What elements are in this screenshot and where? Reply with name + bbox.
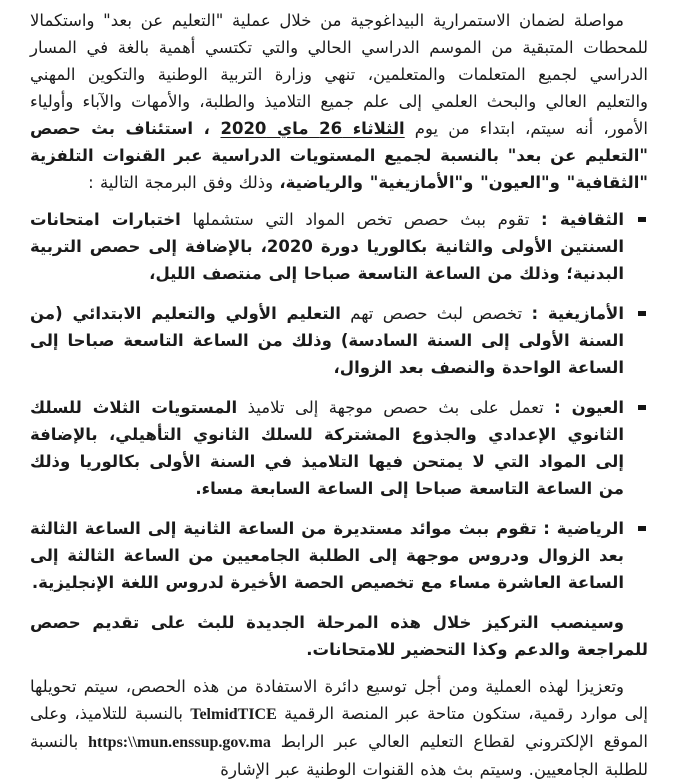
bullet-title: الأمازيغية : [531,304,624,323]
list-item-culture-channel [30,206,648,287]
bullet-lead: تخصص لبث حصص تهم [340,304,532,323]
bullet-title: العيون : [554,398,625,417]
bullet-body: اختبارات امتحانات السنتين الأولى والثانية بكالوريا دورة 2020، بالإضافة إلى حصص التربية البدنية؛ وذلك من الساعة التاسعة صباحا إلى منتصف الليل، [30,210,624,283]
platform-name-telmidtice: TelmidTICE [190,706,277,723]
bullet-square-icon [638,526,646,531]
bullet-square-icon [638,217,646,222]
bullet-title: الثقافية : [541,210,625,229]
intro-date-underlined: الثلاثاء 26 ماي 2020 [220,119,405,138]
bullet-lead: تقوم ببث حصص تخص المواد التي ستشملها [180,210,542,229]
digital-text-start: وتعزيزا لهذه العملية ومن أجل توسيع دائرة الاستفادة من هذه الحصص، سيتم تحويلها إلى موارد رقمية، ستكون متاحة عبر المنصة الرقمية [30,677,648,723]
website-url-text: https:\\mun.enssup.gov.ma [88,734,271,751]
channel-schedule-list [30,206,648,596]
intro-paragraph [30,7,648,196]
list-item-amazigh-channel [30,300,648,381]
focus-paragraph: وسينصب التركيز خلال هذه المرحلة الجديدة للبث على تقديم حصص للمراجعة والدعم وكذا التحضير للامتحانات. [30,613,648,659]
intro-text-end: وذلك وفق البرمجة التالية : [88,173,280,192]
bullet-square-icon [638,311,646,316]
bullet-body: تقوم ببث موائد مستديرة من الساعة الثانية إلى الساعة الثالثة بعد الزوال ودروس موجهة إلى الطلبة الجامعيين من الساعة الثالثة إلى الساعة العاشرة مساء مع تخصيص الحصة الأخيرة لدروس اللغة الإنجليزية. [30,519,624,592]
intro-text-start: مواصلة لضمان الاستمرارية البيداغوجية من خلال عملية "التعليم عن بعد" واستكمالا للمحطات المتبقية من الموسم الدراسي الحالي والتي تكتسي أهمية بالغة في المسار الدراسي لجميع المتعلمات والمتعلمين، تنهي وزارة التربية الوطنية والتكوين المهني والتعليم العالي والبحث العلمي إلى علم جميع التلاميذ والطلبة، والأمهات والآباء وأولياء الأمور، أنه سيتم، ابتداء من يوم [30,11,649,138]
bullet-title: الرياضية : [543,519,624,538]
intro-text-bold: ، استئناف بث حصص "التعليم عن بعد" بالنسبة لجميع المستويات الدراسية عبر القنوات التلفزية "الثقافية" و"العيون" و"الأمازيغية" والرياضية، [30,119,648,192]
digital-resources-paragraph [30,673,648,783]
bullet-square-icon [638,405,646,410]
bullet-body: المستويات الثلاث للسلك الثانوي الإعدادي والجذوع المشتركة للسلك الثانوي التأهيلي، بالإضافة إلى المواد التي لا يمتحن فيها التلاميذ في السنة الأولى بكالوريا وذلك من الساعة التاسعة صباحا إلى الساعة السابعة مساء. [30,398,624,498]
digital-text-end: بالنسبة للطلبة الجامعيين. وسيتم بث هذه القنوات الوطنية عبر الإشارة [30,732,648,779]
list-item-sport-channel [30,515,648,596]
list-item-laayoune-channel [30,394,648,502]
digital-text-middle: بالنسبة للتلاميذ، وعلى الموقع الإلكتروني لقطاع التعليم العالي عبر الرابط [30,704,648,751]
bullet-body: التعليم الأولي والتعليم الابتدائي (من السنة الأولى إلى السنة السادسة) وذلك من الساعة التاسعة صباحا إلى الساعة الواحدة والنصف بعد الزوال، [30,304,624,377]
bullet-lead: تعمل على بث حصص موجهة إلى تلاميذ [237,398,555,417]
